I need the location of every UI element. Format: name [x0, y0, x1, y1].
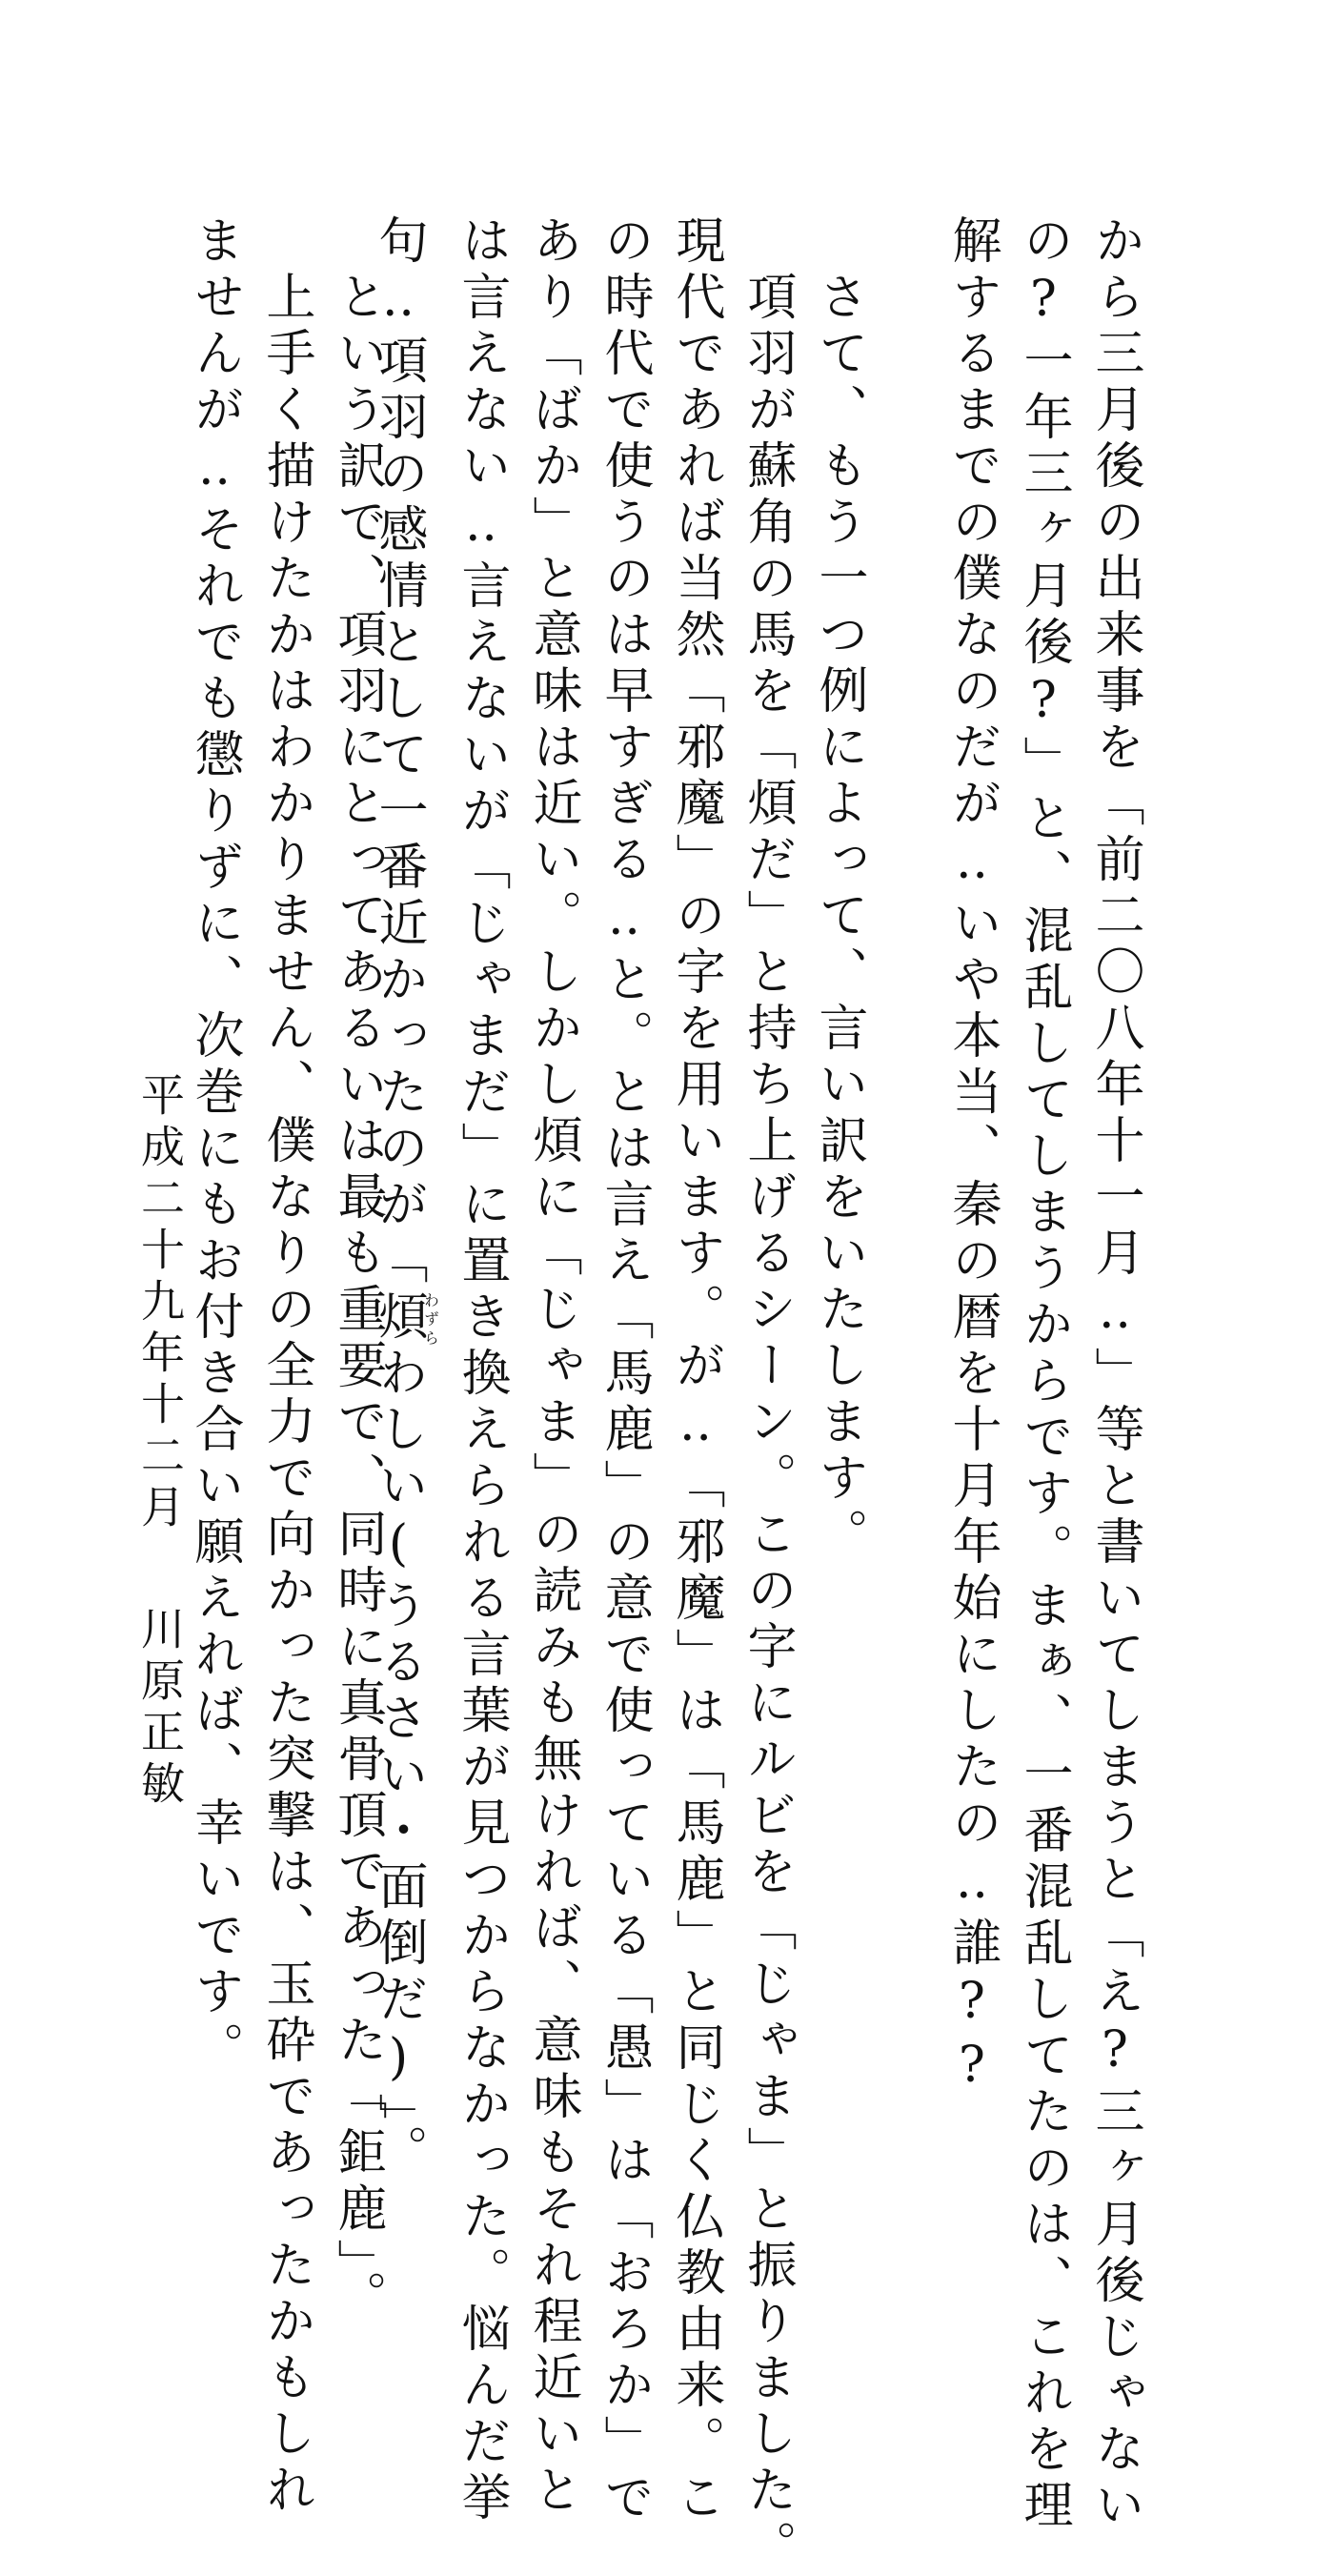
text-column: 上手く描けたかはわかりません、僕なりの全力で向かった突撃は、玉砕であったかもしれ — [257, 214, 314, 2520]
ruby-base: 煩 — [370, 1290, 427, 1347]
text-column: は言えない‥言えないが「じゃまだ」に置き換えられる言葉が見つからなかった。悩んだ挙 — [453, 214, 510, 2527]
ruby-reading: わずら — [421, 1290, 440, 1347]
text-column: あり「ばか」と意味は近い。しかし煩に「じゃま」の読みも無ければ、意味もそれ程近いと — [524, 214, 581, 2520]
text-column: の?一年三ヶ月後?」と、混乱してしまうからです。まぁ、一番混乱してたのは、これを理 — [1015, 214, 1072, 2535]
text-column: 解するまでの僕なのだが‥いや本当、秦の暦を十月年始にしたの‥誰?? — [943, 214, 1001, 2100]
text-segment: 句‥項羽の感情として一番近かったのが「 — [370, 214, 427, 1290]
author-name: 川原正敏 — [134, 1606, 186, 1812]
date-line: 平成二十九年十二月 — [134, 1072, 186, 1535]
text-column: から三月後の出来事を「前二〇八年十一月‥」等と書いてしまうと「え?三ヶ月後じゃない — [1086, 214, 1143, 2535]
text-column: 現代であれば当然「邪魔」の字を用います。が‥「邪魔」は「馬鹿」と同じく仏教由来。こ — [667, 214, 724, 2527]
text-column: ませんが‥それでも懲りずに、次巻にもお付き合い願えれば、幸いです。 — [186, 214, 243, 2078]
text-column-with-ruby — [370, 214, 440, 2180]
text-column: という訳で、項羽にとってあるいは最も重要で、同時に真骨頂であった「鉅鹿」。 — [329, 214, 386, 2326]
text-column: の時代で使うのは早すぎる‥と。とは言え「馬鹿」の意で使っている「愚」は「おろか」で — [596, 214, 653, 2527]
text-column: さて、もう一つ例によって、言い訳をいたします。 — [810, 214, 867, 1564]
text-segment: わしい(うるさい・面倒だ)」。 — [370, 1347, 427, 2180]
text-column: 項羽が蘇角の馬を「煩だ」と持ち上げるシーン。この字にルビを「じゃま」と振りました。 — [738, 214, 796, 2576]
